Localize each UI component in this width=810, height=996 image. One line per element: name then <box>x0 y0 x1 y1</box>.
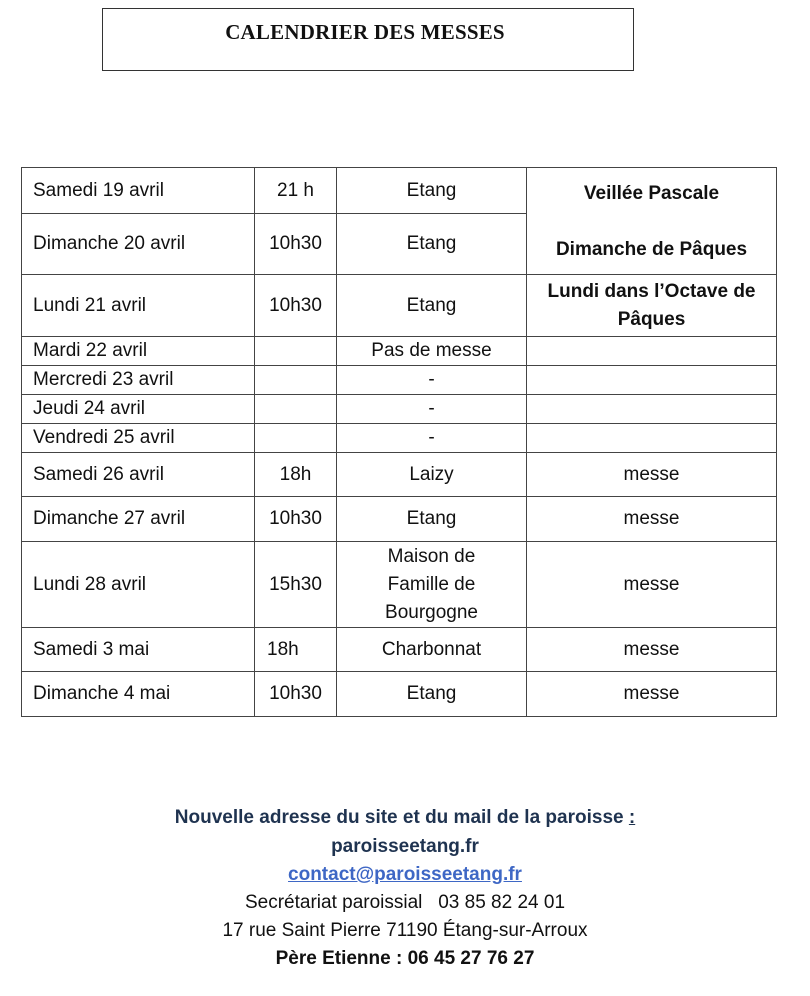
footer-announcement <box>0 807 810 829</box>
parish-address: 17 rue Saint Pierre 71190 Étang-sur-Arroux <box>222 920 588 941</box>
row-day: Samedi 3 mai <box>22 628 255 672</box>
table-row <box>22 424 777 453</box>
table-row <box>22 542 777 628</box>
row-hour <box>255 424 337 453</box>
row-note: messe <box>527 672 777 717</box>
row-hour: 10h30 <box>255 214 337 275</box>
announcement-text: Nouvelle adresse du site et du mail de la paroisse <box>174 807 624 828</box>
title-box <box>102 8 634 71</box>
row-day: Jeudi 24 avril <box>22 395 255 424</box>
table-row <box>22 628 777 672</box>
row-day: Lundi 28 avril <box>22 542 255 628</box>
announcement-colon: : <box>628 807 636 828</box>
mass-calendar-table <box>21 167 777 717</box>
row-hour: 18h <box>255 628 337 672</box>
row-note: Lundi dans l’Octave de Pâques <box>527 275 777 337</box>
table-row <box>22 337 777 366</box>
row-day: Mardi 22 avril <box>22 337 255 366</box>
vigil-label: Veillée Pascale <box>583 183 720 204</box>
row-note: messe <box>527 542 777 628</box>
row-note: messe <box>527 628 777 672</box>
email-link-row <box>0 864 810 886</box>
row-hour: 10h30 <box>255 672 337 717</box>
row-hour: 10h30 <box>255 275 337 337</box>
row-place: - <box>337 366 527 395</box>
row-place: Laizy <box>337 453 527 497</box>
row-day: Mercredi 23 avril <box>22 366 255 395</box>
row-hour: 10h30 <box>255 497 337 542</box>
row-day: Vendredi 25 avril <box>22 424 255 453</box>
table-row <box>22 672 777 717</box>
easter-sunday-label: Dimanche de Pâques <box>555 239 748 260</box>
row-note <box>527 424 777 453</box>
secretariat-phone: Secrétariat paroissial 03 85 82 24 01 <box>244 892 566 913</box>
row-place: Etang <box>337 672 527 717</box>
row-place: Etang <box>337 497 527 542</box>
row-day: Samedi 26 avril <box>22 453 255 497</box>
row-hour: 15h30 <box>255 542 337 628</box>
table-row <box>22 453 777 497</box>
row-hour <box>255 366 337 395</box>
table-row <box>22 395 777 424</box>
row-place: - <box>337 395 527 424</box>
row-note <box>527 395 777 424</box>
row-place: Maison de Famille de Bourgogne <box>337 542 527 628</box>
row-day: Dimanche 4 mai <box>22 672 255 717</box>
row-place: Etang <box>337 168 527 214</box>
email-link[interactable]: contact@paroisseetang.fr <box>288 864 522 885</box>
row-day: Samedi 19 avril <box>22 168 255 214</box>
row-hour <box>255 395 337 424</box>
table-row <box>22 497 777 542</box>
row-day: Lundi 21 avril <box>22 275 255 337</box>
table-row <box>22 366 777 395</box>
easter-note-cell <box>527 168 777 275</box>
row-note: messe <box>527 497 777 542</box>
row-place: Pas de messe <box>337 337 527 366</box>
row-place: Etang <box>337 275 527 337</box>
row-hour: 21 h <box>255 168 337 214</box>
table-row <box>22 275 777 337</box>
parish-website: paroisseetang.fr <box>331 836 479 857</box>
row-note: messe <box>527 453 777 497</box>
row-place: - <box>337 424 527 453</box>
row-day: Dimanche 27 avril <box>22 497 255 542</box>
page-title: CALENDRIER DES MESSES <box>225 20 505 44</box>
row-note <box>527 337 777 366</box>
row-hour: 18h <box>255 453 337 497</box>
row-hour <box>255 337 337 366</box>
table-row <box>22 168 777 214</box>
row-place: Etang <box>337 214 527 275</box>
priest-phone: Père Etienne : 06 45 27 76 27 <box>275 948 535 969</box>
row-note <box>527 366 777 395</box>
row-place: Charbonnat <box>337 628 527 672</box>
row-day: Dimanche 20 avril <box>22 214 255 275</box>
